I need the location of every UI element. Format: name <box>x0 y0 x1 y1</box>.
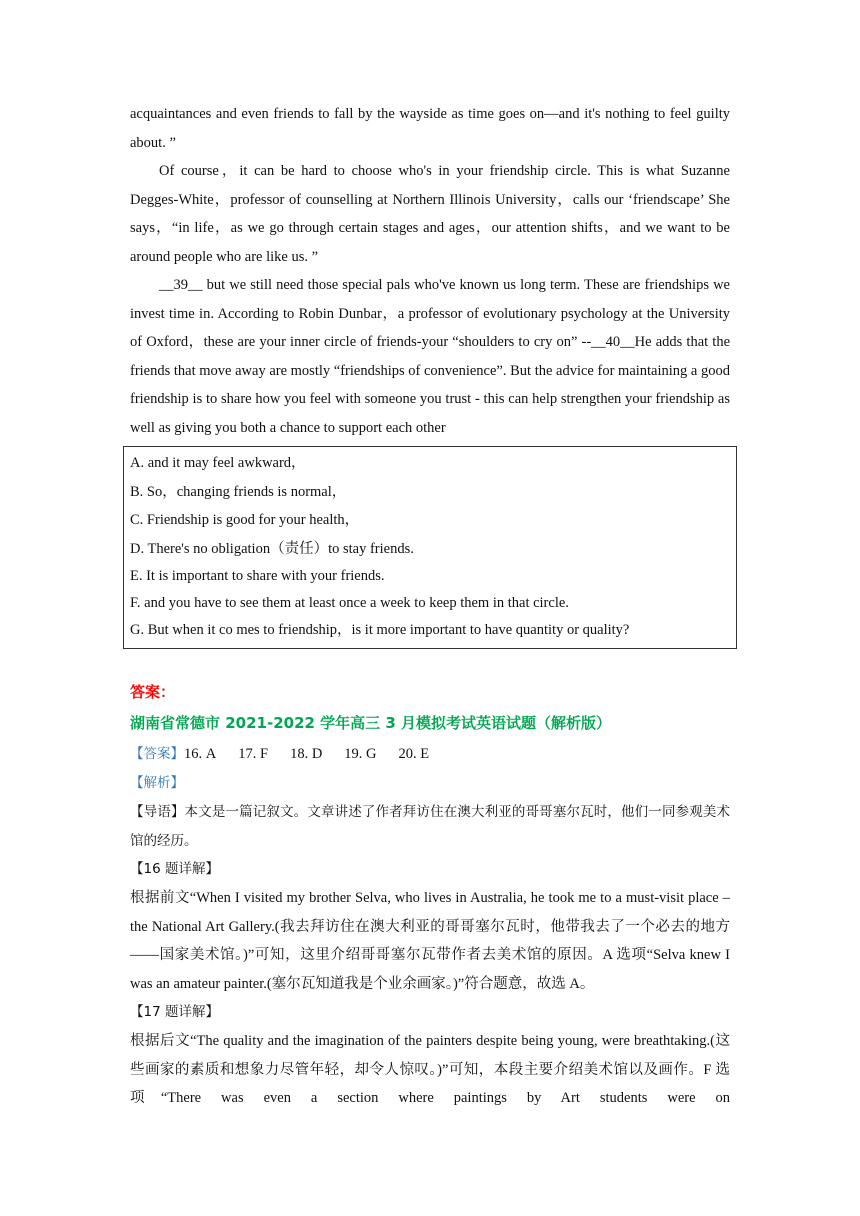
passage-paragraph-2: Of course，it can be hard to choose who's in your friendship circle. This is what Suzanne Degges-White，professor of counselling at Northern Illinois University，calls our ‘friendscape’ She says，“in life，as we go through certain stages and ages，our attention shifts，and we want to be around people who are like us. ” <box>130 163 730 265</box>
answer-item: 17. F <box>238 746 269 762</box>
answer-key-row <box>130 740 730 769</box>
options-box <box>123 446 737 649</box>
answer-heading: 答案： <box>130 683 176 701</box>
option-e: E. It is important to share with your friends. <box>130 568 385 584</box>
answer-item: 18. D <box>290 746 323 762</box>
analysis-label: 【解析】 <box>130 775 184 791</box>
guide-paragraph: 【导语】本文是一篇记叙文。文章讲述了作者拜访住在澳大利亚的哥哥塞尔瓦时，他们一同参观美术馆的经历。 <box>130 804 730 849</box>
passage-paragraph-3: __39__ but we still need those special pals who've known us long term. These are friendships we invest time in. According to Robin Dunbar，a professor of evolutionary psychology at the University of Oxford，these are your inner circle of friends-your “shoulders to cry on” --__40__He adds that the friends that move away are mostly “friendships of convenience”. But the advice for maintaining a good friendship is to share how you feel with someone you trust - this can help strengthen your friendship as well as giving you both a chance to support each other <box>130 277 730 436</box>
page-content <box>130 100 730 1113</box>
option-f: F. and you have to see them at least once a week to keep them in that circle. <box>130 595 569 611</box>
answer-item: 19. G <box>344 746 377 762</box>
option-d: D. There's no obligation（责任）to stay friends. <box>130 540 414 557</box>
option-c: C. Friendship is good for your health， <box>130 512 360 528</box>
q17-heading: 【17 题详解】 <box>130 1004 219 1020</box>
answer-key-label: 【答案】 <box>130 746 184 762</box>
q16-heading: 【16 题详解】 <box>130 861 219 877</box>
answer-item: 16. A <box>184 746 217 762</box>
source-title: 湖南省常德市 2021-2022 学年高三 3 月模拟考试英语试题（解析版） <box>130 714 612 732</box>
passage-paragraph-1: acquaintances and even friends to fall by the wayside as time goes on—and it's nothing to feel guilty about. ” <box>130 106 730 151</box>
answer-item: 20. E <box>398 746 430 762</box>
q17-explanation: 根据后文“The quality and the imagination of the painters despite being young, were breathtaking.(这些画家的素质和想象力尽管年轻，却令人惊叹。)”可知，本段主要介绍美术馆以及画作。F 选项“There was even a section where paintings by Art students were on <box>130 1033 730 1106</box>
option-a: A. and it may feel awkward， <box>130 455 306 471</box>
q16-explanation: 根据前文“When I visited my brother Selva, who lives in Australia, he took me to a must-visit place – the National Art Gallery.(我去拜访住在澳大利亚的哥哥塞尔瓦时，他带我去了一个必去的地方——国家美术馆。)”可知，这里介绍哥哥塞尔瓦带作者去美术馆的原因。A 选项“Selva knew I was an amateur painter.(塞尔瓦知道我是个业余画家。)”符合题意，故选 A。 <box>130 890 730 992</box>
option-g: G. But when it co mes to friendship，is it more important to have quantity or quality? <box>130 622 630 638</box>
option-b: B. So，changing friends is normal， <box>130 483 347 500</box>
